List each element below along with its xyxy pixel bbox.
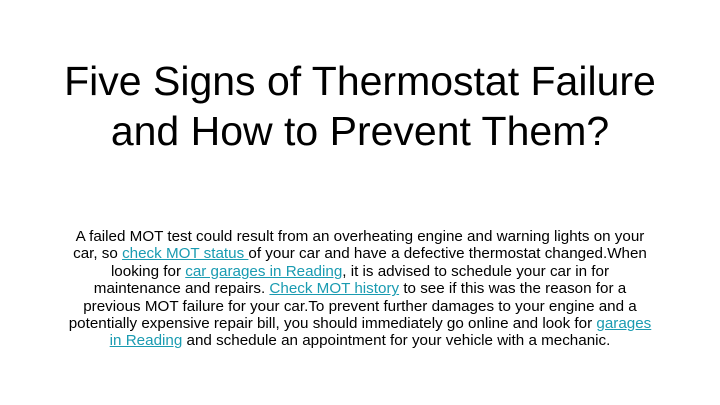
paragraph-line-3 <box>20 263 700 280</box>
garages-in-reading-link-part-1[interactable]: garages <box>596 315 652 333</box>
body-paragraph <box>20 228 700 350</box>
text-segment: to see if this was the reason for a <box>399 280 627 298</box>
text-segment: looking for <box>110 262 186 280</box>
title-line-2: and How to Prevent Them? <box>110 108 610 154</box>
check-mot-status-link[interactable]: check MOT status <box>122 245 249 263</box>
check-mot-history-link[interactable]: Check MOT history <box>269 280 400 298</box>
paragraph-line-6 <box>20 315 700 332</box>
slide-title <box>20 56 700 156</box>
paragraph-line-1 <box>20 228 700 245</box>
text-segment: of your car and have a defective thermostat changed.When <box>248 245 647 263</box>
text-segment: previous MOT failure for your car.To prevent further damages to your engine and a <box>83 297 637 315</box>
garages-in-reading-link-part-2[interactable]: in Reading <box>109 332 183 350</box>
car-garages-in-reading-link[interactable]: car garages in Reading <box>185 262 343 280</box>
text-segment: A failed MOT test could result from an overheating engine and warning lights on your <box>75 228 645 245</box>
title-line-1: Five Signs of Thermostat Failure <box>64 58 656 104</box>
paragraph-line-7 <box>20 332 700 349</box>
paragraph-line-5 <box>20 298 700 315</box>
paragraph-line-2 <box>20 245 700 262</box>
text-segment: potentially expensive repair bill, you should immediately go online and look for <box>68 315 597 333</box>
text-segment: , it is advised to schedule your car in for <box>342 262 610 280</box>
text-segment: car, so <box>73 245 123 263</box>
paragraph-line-4 <box>20 280 700 297</box>
text-segment: maintenance and repairs. <box>93 280 270 298</box>
text-segment: and schedule an appointment for your vehicle with a mechanic. <box>182 332 611 350</box>
